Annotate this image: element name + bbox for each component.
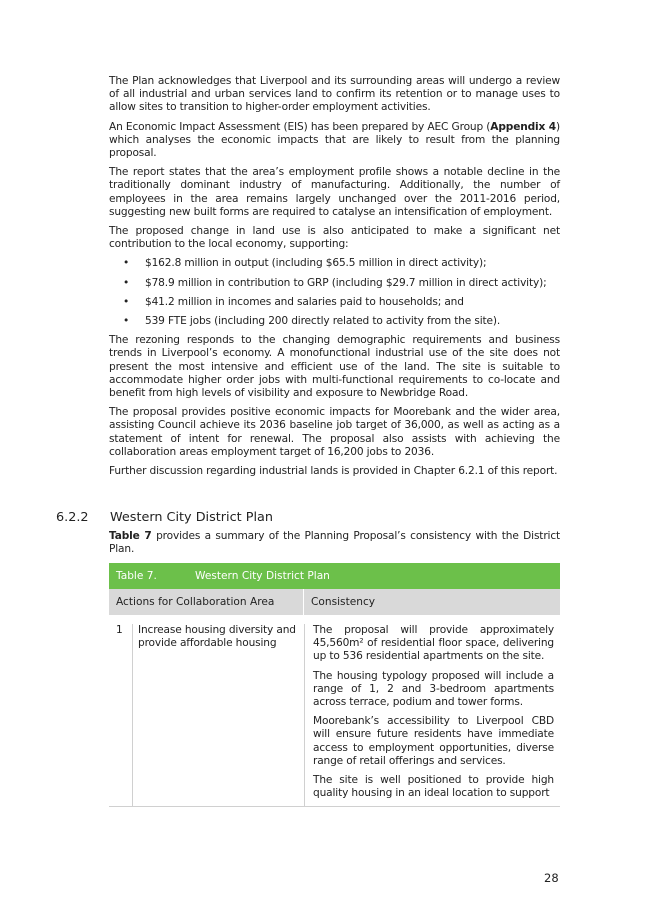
bullet-item: • $162.8 million in output (including $65.5 million in direct activity); xyxy=(145,257,560,270)
section-title: Western City District Plan xyxy=(110,510,273,525)
consistency-paragraph: The housing typology proposed will include a range of 1, 2 and 3-bedroom apartments across terrace, podium and tower forms. xyxy=(313,669,554,709)
paragraph-eis xyxy=(109,121,560,161)
table-reference: Table 7 xyxy=(109,530,152,542)
section-heading xyxy=(56,510,273,525)
district-plan-table xyxy=(109,563,560,807)
table-title: Western City District Plan xyxy=(195,570,330,582)
paragraph-land-use: The proposed change in land use is also anticipated to make a significant net contribution to the local economy, supporting: xyxy=(109,225,560,251)
intro-text: provides a summary of the Planning Proposal’s consistency with the District Plan. xyxy=(109,530,560,556)
table-title-bar xyxy=(109,563,560,589)
row-action: Increase housing diversity and provide affordable housing xyxy=(133,624,305,806)
bullet-item: • 539 FTE jobs (including 200 directly related to activity from the site). xyxy=(145,315,560,328)
consistency-paragraph: The proposal will provide approximately 45,560m² of residential floor space, delivering up to 536 residential apartments on the site. xyxy=(313,624,554,663)
row-consistency xyxy=(305,624,560,806)
paragraph-further-discussion: Further discussion regarding industrial lands is provided in Chapter 6.2.1 of this report. xyxy=(109,465,558,478)
row-number: 1 xyxy=(109,624,133,806)
column-header-actions: Actions for Collaboration Area xyxy=(109,589,304,615)
paragraph-employment-profile: The report states that the area’s employment profile shows a notable decline in the traditionally dominant industry of manufacturing. Additionally, the number of employees in the area remains largely unchanged over the 2011-2016 period, suggesting new built forms are required to catalyse an intensification of employment. xyxy=(109,166,560,218)
page-number: 28 xyxy=(544,871,559,885)
table-row xyxy=(109,615,560,807)
section-number: 6.2.2 xyxy=(56,510,89,525)
eis-text-pre: An Economic Impact Assessment (EIS) has been prepared by AEC Group ( xyxy=(109,120,491,133)
paragraph-rezoning: The rezoning responds to the changing demographic requirements and business trends in Liverpool’s economy. A monofunctional industrial use of the site does not present the most intensive and efficient use of the land. The site is suitable to accommodate higher order jobs with multi-functional requirements to co-locate and benefit from high levels of visibility and exposure to Newbridge Road. xyxy=(109,334,560,400)
column-header-consistency: Consistency xyxy=(311,596,376,608)
table-header-row xyxy=(109,589,560,615)
consistency-paragraph: The site is well positioned to provide high quality housing in an ideal location to support xyxy=(313,774,554,800)
bullet-item: • $41.2 million in incomes and salaries paid to households; and xyxy=(145,296,560,309)
body-text xyxy=(109,75,560,484)
consistency-paragraph: Moorebank’s accessibility to Liverpool CBD will ensure future residents have immediate access to employment opportunities, diverse range of retail offerings and services. xyxy=(313,715,554,767)
appendix-reference: Appendix 4 xyxy=(490,120,557,133)
table-label: Table 7. xyxy=(116,570,157,582)
economic-bullets xyxy=(109,257,560,328)
bullet-item: • $78.9 million in contribution to GRP (including $29.7 million in direct activity); xyxy=(145,277,560,290)
paragraph-review: The Plan acknowledges that Liverpool and its surrounding areas will undergo a review of all industrial and urban services land to confirm its retention or to manage uses to allow sites to transition to higher-order employment activities. xyxy=(109,75,560,114)
section-intro xyxy=(109,530,560,556)
eis-text-post: ) which analyses the economic impacts that are likely to result from the planning proposal. xyxy=(109,120,560,160)
paragraph-positive-impacts: The proposal provides positive economic impacts for Moorebank and the wider area, assisting Council achieve its 2036 baseline job target of 36,000, as well as acting as a statement of intent for renewal. The proposal also assists with achieving the collaboration areas employment target of 16,200 jobs to 2036. xyxy=(109,406,560,458)
